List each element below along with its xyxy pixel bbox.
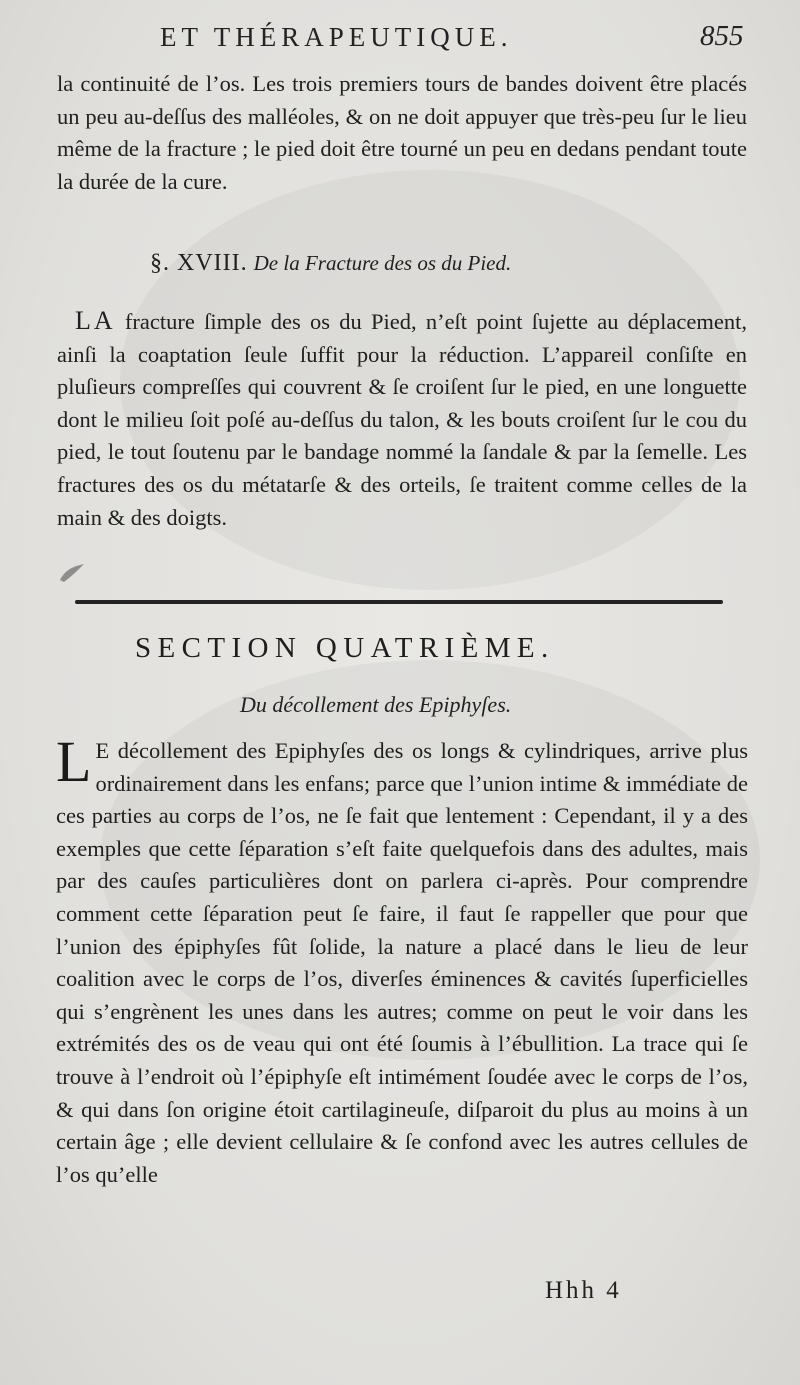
drop-cap-initial: L — [56, 729, 92, 794]
epiphyses-paragraph — [56, 729, 748, 1191]
ink-flourish-icon — [58, 562, 86, 584]
section-mark: §. XVIII. — [150, 250, 248, 276]
section-divider-rule — [75, 600, 723, 604]
foot-fracture-paragraph — [57, 305, 747, 534]
chapter-heading: SECTION QUATRIÈME. — [135, 632, 555, 664]
signature-mark: Hhh 4 — [545, 1277, 622, 1304]
foot-fracture-text: fracture ſimple des os du Pied, n’eſt point ſujette au déplacement, ainſi la coaptation ſeule ſuffit pour la réduction. L’appareil conſiſte en pluſieurs compreſſes qui couvrent & ſe croiſent ſur le pied, en une longuette dont le milieu ſoit poſé au-deſſus du talon, & les bouts croiſent ſur le cou du pied, le tout ſoutenu par le bandage nommé la ſandale & par la ſemelle. Les fractures des os du métatarſe & des orteils, ſe traitent comme celles de la main & des doigts. — [57, 309, 747, 530]
section-xviii-heading — [150, 250, 511, 277]
chapter-subtitle: Du décollement des Epiphyſes. — [240, 692, 512, 717]
page-number: 855 — [700, 20, 744, 52]
epiphyses-text: E décollement des Epiphyſes des os longs & cylindriques, arrive plus ordinairement dans les enfans; parce que l’union intime & immédiate de ces parties au corps de l’os, ne ſe fait que lentement : Cependant, il y a des exemples que cette ſéparation s’eſt faite quelquefois dans des adultes, mais par des cauſes particulières dont on parlera ci-après. Pour comprendre comment cette ſéparation peut ſe faire, il faut ſe rappeller que pour que l’union des épiphyſes fût ſolide, la nature a placé dans le lieu de leur coalition avec le corps de l’os, diverſes éminences & cavités ſuperficielles qui s’engrènent les unes dans les autres; comme on peut le voir dans les extrémités des os de veau qui ont été ſoumis à l’ébullition. La trace qui ſe trouve à l’endroit où l’épiphyſe eſt intimément ſoudée avec le corps de l’os, & qui dans ſon origine étoit cartilagineuſe, diſparoit du plus au moins à un certain âge ; elle devient cellulaire & ſe confond avec les autres cellules de l’os qu’elle — [56, 738, 748, 1187]
running-head: ET THÉRAPEUTIQUE. — [160, 22, 513, 52]
continuation-paragraph — [57, 68, 747, 198]
section-title: De la Fracture des os du Pied. — [253, 251, 512, 275]
paragraph-initial: LA — [75, 306, 116, 335]
continuation-text: la continuité de l’os. Les trois premiers tours de bandes doivent être placés un peu au-deſſus des malléoles, & on ne doit appuyer que très-peu ſur le lieu même de la fracture ; le pied doit être tourné un peu en dedans pendant toute la durée de la cure. — [57, 71, 747, 194]
